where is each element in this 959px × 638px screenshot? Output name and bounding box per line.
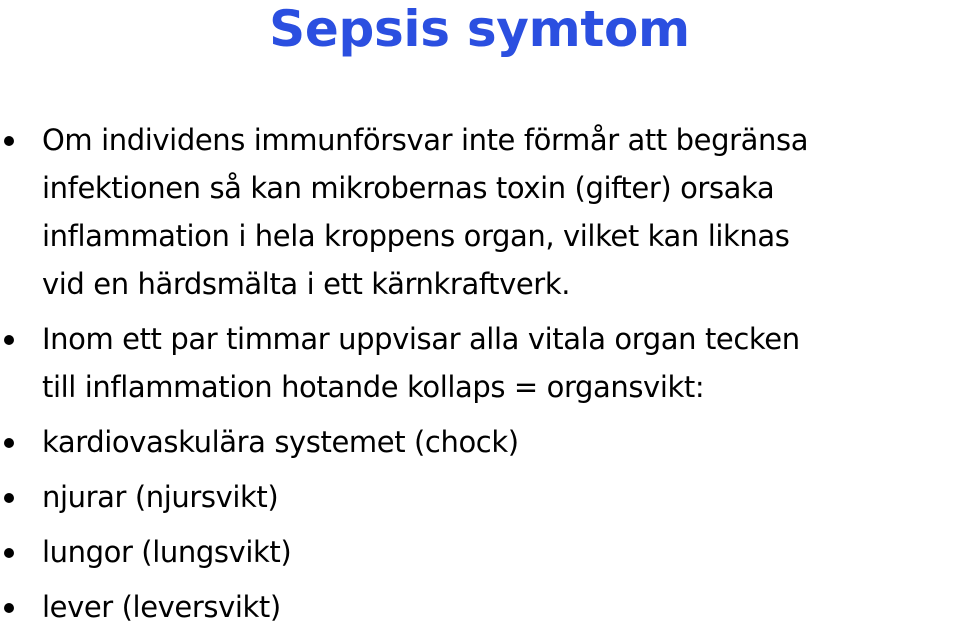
bullet-text-line: Inom ett par timmar uppvisar alla vitala organ tecken: [42, 322, 800, 356]
bullet-text-line: Om individens immunförsvar inte förmår att begränsa: [42, 123, 809, 157]
bullet-text-line: lungor (lungsvikt): [42, 535, 292, 569]
bullet-item: [0, 528, 959, 576]
bullet-item: [0, 583, 959, 631]
bullet-dot-icon: [4, 335, 14, 345]
bullet-text-line: kardiovaskulära systemet (chock): [42, 425, 519, 459]
bullet-text-line: njurar (njursvikt): [42, 480, 279, 514]
bullet-dot-icon: [4, 493, 14, 503]
bullet-dot-icon: [4, 548, 14, 558]
bullet-list: [0, 116, 959, 638]
bullet-dot-icon: [4, 603, 14, 613]
bullet-text-line: till inflammation hotande kollaps = organsvikt:: [42, 370, 705, 404]
bullet-text-line: lever (leversvikt): [42, 590, 281, 624]
bullet-dot-icon: [4, 136, 14, 146]
bullet-item: [0, 418, 959, 466]
bullet-text-line: vid en härdsmälta i ett kärnkraftverk.: [42, 267, 571, 301]
slide-title: Sepsis symtom: [269, 0, 690, 58]
bullet-item: [0, 473, 959, 521]
bullet-text-line: inflammation i hela kroppens organ, vilket kan liknas: [42, 219, 790, 253]
bullet-text-line: infektionen så kan mikrobernas toxin (gifter) orsaka: [42, 171, 775, 205]
bullet-item: [0, 116, 959, 308]
bullet-dot-icon: [4, 438, 14, 448]
bullet-item: [0, 315, 959, 411]
